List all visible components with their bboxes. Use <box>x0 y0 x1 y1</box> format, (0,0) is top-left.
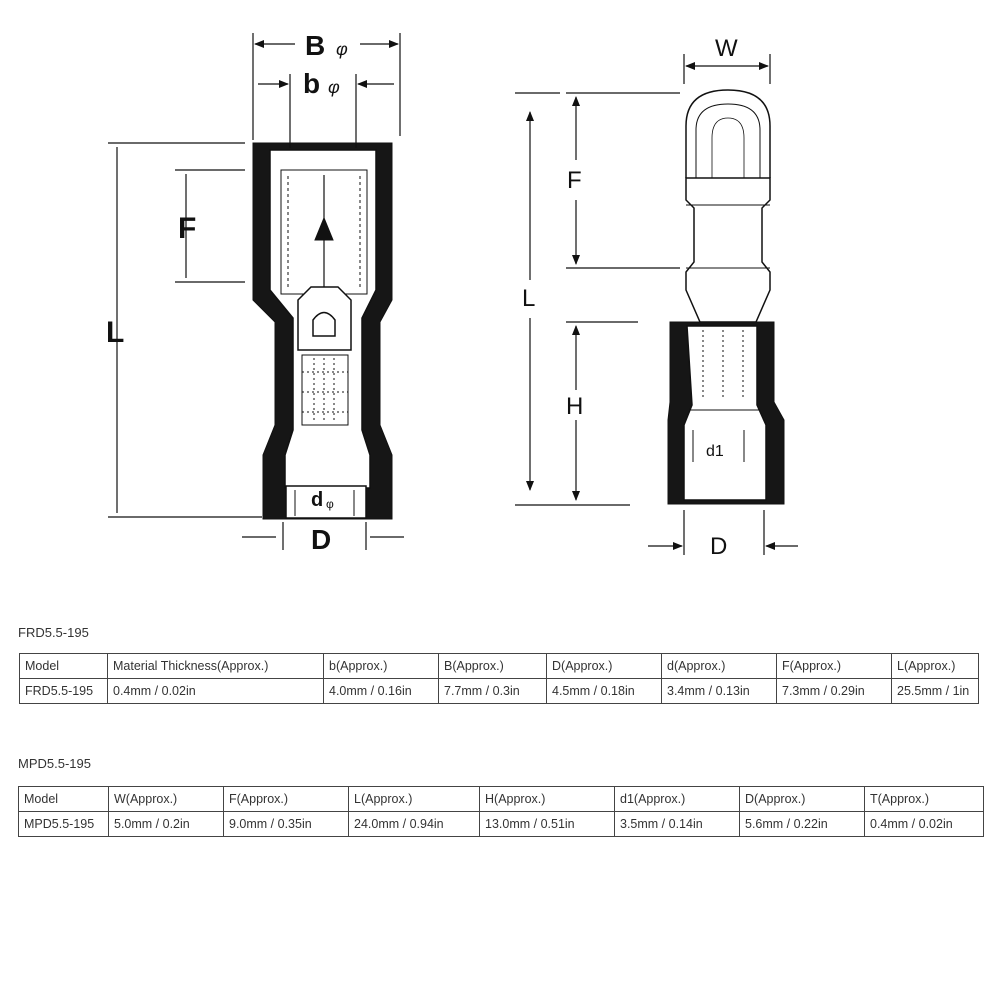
header-cell: F(Approx.) <box>224 787 349 812</box>
header-cell: D(Approx.) <box>547 654 662 679</box>
table-cell: 4.5mm / 0.18in <box>547 679 662 704</box>
table-cell: 5.6mm / 0.22in <box>740 812 865 837</box>
table-row <box>19 812 984 837</box>
male-label-D: D <box>710 533 728 560</box>
table-cell: 4.0mm / 0.16in <box>324 679 439 704</box>
header-cell: F(Approx.) <box>777 654 892 679</box>
mpd-section-title: MPD5.5-195 <box>18 756 91 771</box>
table-cell: 13.0mm / 0.51in <box>480 812 615 837</box>
table-cell: 9.0mm / 0.35in <box>224 812 349 837</box>
header-cell: b(Approx.) <box>324 654 439 679</box>
female-label-d-phi: φ <box>326 497 334 511</box>
header-cell: Model <box>20 654 108 679</box>
table-cell: 7.7mm / 0.3in <box>439 679 547 704</box>
female-label-F: F <box>178 212 197 245</box>
female-label-b: b <box>303 68 321 99</box>
female-label-b-phi: φ <box>328 77 340 97</box>
table-cell: MPD5.5-195 <box>19 812 109 837</box>
female-terminal-drawing <box>108 33 404 550</box>
table-cell: 5.0mm / 0.2in <box>109 812 224 837</box>
female-label-D: D <box>311 524 332 555</box>
male-label-H: H <box>566 393 584 420</box>
male-label-L: L <box>522 285 536 312</box>
table-cell: 3.4mm / 0.13in <box>662 679 777 704</box>
header-cell: d(Approx.) <box>662 654 777 679</box>
male-bullet-pin <box>686 90 770 178</box>
frd-spec-table <box>19 653 979 704</box>
male-label-W: W <box>715 35 738 62</box>
table-cell: 25.5mm / 1in <box>892 679 979 704</box>
female-label-d: d <box>311 489 324 511</box>
table-cell: 7.3mm / 0.29in <box>777 679 892 704</box>
header-cell: H(Approx.) <box>480 787 615 812</box>
header-cell: Model <box>19 787 109 812</box>
table-cell: 24.0mm / 0.94in <box>349 812 480 837</box>
header-cell: T(Approx.) <box>865 787 984 812</box>
table-header-row <box>20 654 979 679</box>
header-cell: W(Approx.) <box>109 787 224 812</box>
table-header-row <box>19 787 984 812</box>
table-cell: FRD5.5-195 <box>20 679 108 704</box>
table-row <box>20 679 979 704</box>
male-label-F: F <box>567 167 582 194</box>
header-cell: L(Approx.) <box>892 654 979 679</box>
table-cell: 0.4mm / 0.02in <box>108 679 324 704</box>
mpd-spec-table <box>18 786 984 837</box>
male-label-d1: d1 <box>706 443 724 460</box>
table-cell: 3.5mm / 0.14in <box>615 812 740 837</box>
male-terminal-drawing <box>515 54 798 555</box>
header-cell: d1(Approx.) <box>615 787 740 812</box>
header-cell: Material Thickness(Approx.) <box>108 654 324 679</box>
table-cell: 0.4mm / 0.02in <box>865 812 984 837</box>
female-label-L: L <box>106 316 125 349</box>
header-cell: L(Approx.) <box>349 787 480 812</box>
frd-section-title: FRD5.5-195 <box>18 625 89 640</box>
female-label-B: B <box>305 30 326 61</box>
header-cell: D(Approx.) <box>740 787 865 812</box>
female-label-B-phi: φ <box>336 39 348 59</box>
header-cell: B(Approx.) <box>439 654 547 679</box>
